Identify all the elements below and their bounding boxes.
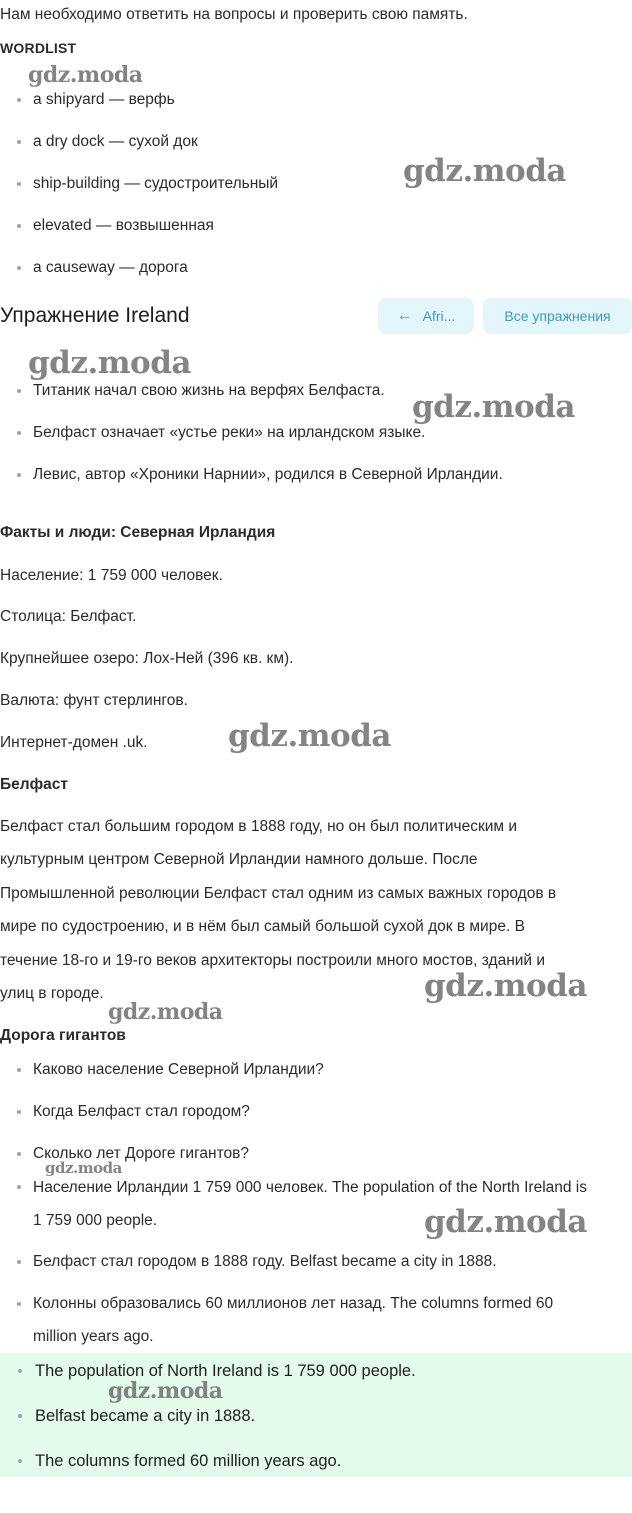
watermark-logo: gdz.moda [403, 153, 566, 189]
list-item: Белфаст означает «устье реки» на ирландском языке. [0, 416, 503, 458]
watermark-logo: gdz.moda [45, 1159, 122, 1177]
exercise-title: Упражнение Ireland [0, 304, 190, 327]
answer-line: million years ago. [33, 1328, 154, 1345]
watermark-logo: gdz.moda [108, 999, 223, 1025]
all-exercises-button[interactable] [483, 298, 632, 334]
list-item: a shipyard — верфь [0, 83, 278, 125]
arrow-left-icon: ← [396, 307, 413, 324]
list-item: Belfast became a city in 1888. [0, 1398, 416, 1443]
watermark-logo: gdz.moda [228, 718, 391, 754]
list-item: Когда Белфаст стал городом? [0, 1095, 324, 1137]
answer-line: Белфаст стал городом в 1888 году. Belfast became a city in 1888. [33, 1253, 497, 1270]
fact-line: Валюта: фунт стерлингов. [0, 692, 188, 709]
list-item: The population of North Ireland is 1 759 000 people. [0, 1353, 416, 1398]
belfast-line: Промышленной революции Белфаст стал одним из самых важных городов в [0, 885, 557, 902]
fact-line: Интернет-домен .uk. [0, 734, 148, 751]
list-item: elevated — возвышенная [0, 209, 278, 251]
watermark-logo: gdz.moda [424, 968, 587, 1004]
final-answers-list [0, 1353, 416, 1488]
fact-line: Население: 1 759 000 человек. [0, 567, 223, 584]
wordlist [0, 83, 278, 293]
list-item: Титаник начал свою жизнь на верфях Белфаста. [0, 374, 503, 416]
belfast-line: Белфаст стал большим городом в 1888 году, но он был политическим и [0, 818, 518, 835]
list-item: Каково население Северной Ирландии? [0, 1053, 324, 1095]
watermark-logo: gdz.moda [424, 1204, 587, 1240]
belfast-line: улиц в городе. [0, 985, 104, 1002]
answer-line: Колонны образовались 60 миллионов лет назад. The columns formed 60 [33, 1295, 554, 1312]
all-exercises-label: Все упражнения [504, 308, 611, 324]
intro-text: Нам необходимо ответить на вопросы и проверить свою память. [0, 6, 468, 23]
prev-exercise-button[interactable] [378, 298, 474, 334]
watermark-logo: gdz.moda [412, 389, 575, 425]
fact-line: Столица: Белфаст. [0, 608, 137, 625]
prev-exercise-label: Afri... [422, 308, 456, 324]
questions-list [0, 1053, 324, 1170]
answer-box [0, 1353, 632, 1477]
watermark-logo: gdz.moda [28, 345, 191, 381]
list-item: a causeway — дорога [0, 251, 278, 293]
facts-people-heading: Факты и люди: Северная Ирландия [0, 524, 276, 541]
list-item: Сколько лет Дороге гигантов? [0, 1137, 324, 1170]
belfast-line: течение 18-го и 19-го веков архитекторы построили много мостов, зданий и [0, 952, 546, 969]
list-item: The columns formed 60 million years ago. [0, 1443, 416, 1488]
belfast-heading: Белфаст [0, 776, 69, 793]
wordlist-heading: WORDLIST [0, 40, 77, 56]
belfast-line: мире по судостроению, и в нём был самый большой сухой док в мире. В [0, 918, 525, 935]
causeway-heading: Дорога гигантов [0, 1027, 126, 1044]
belfast-line: культурным центром Северной Ирландии намного дольше. После [0, 851, 478, 868]
list-item: ship-building — судостроительный [0, 167, 278, 209]
answer-line: Население Ирландии 1 759 000 человек. The population of the North Ireland is [33, 1179, 588, 1196]
watermark-logo: gdz.moda [108, 1378, 223, 1404]
watermark-logo: gdz.moda [28, 62, 143, 88]
list-item: Левис, автор «Хроники Нарнии», родился в Северной Ирландии. [0, 458, 503, 500]
list-item: a dry dock — сухой док [0, 125, 278, 167]
answer-line: 1 759 000 people. [33, 1212, 158, 1229]
fact-line: Крупнейшее озеро: Лох-Ней (396 кв. км). [0, 650, 294, 667]
